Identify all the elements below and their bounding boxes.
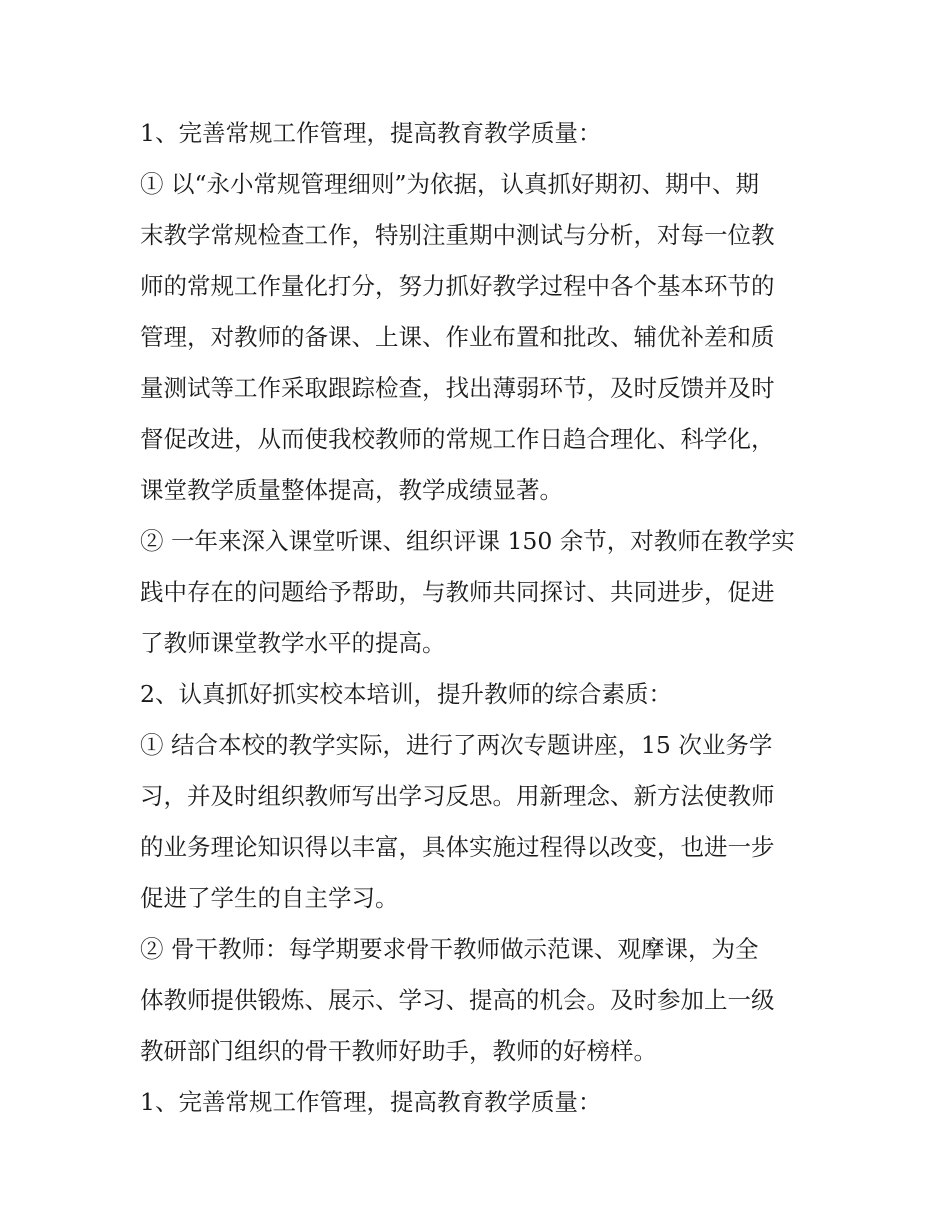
heading-2 [140, 669, 820, 720]
text-line: 践中存在的问题给予帮助，与教师共同探讨、共同进步，促进 [140, 578, 775, 606]
text-line: 教研部门组织的骨干教师好助手，教师的好榜样。 [140, 1037, 657, 1065]
document-body [140, 108, 820, 1128]
text-line: 促进了学生的自主学习。 [140, 884, 399, 912]
text-line: ① 以“永小常规管理细则”为依据，认真抓好期初、期中、期 [140, 170, 759, 198]
text-line: 量测试等工作采取跟踪检查，找出薄弱环节，及时反馈并及时 [140, 374, 775, 402]
text-line: 了教师课堂教学水平的提高。 [140, 629, 446, 657]
text-line: 习，并及时组织教师写出学习反思。用新理念、新方法使教师 [140, 782, 775, 810]
text-line: 1、完善常规工作管理，提高教育教学质量： [140, 119, 602, 147]
paragraph-1-2 [140, 516, 820, 669]
heading-3 [140, 1077, 820, 1128]
text-line: ① 结合本校的教学实际，进行了两次专题讲座，15 次业务学 [140, 731, 773, 759]
text-line: 督促改进，从而使我校教师的常规工作日趋合理化、科学化， [140, 425, 775, 453]
text-line: ② 骨干教师：每学期要求骨干教师做示范课、观摩课，为全 [140, 935, 759, 963]
text-line: 末教学常规检查工作，特别注重期中测试与分析，对每一位教 [140, 221, 775, 249]
heading-1 [140, 108, 820, 159]
text-line: ② 一年来深入课堂听课、组织评课 150 余节，对教师在教学实 [140, 527, 795, 555]
paragraph-2-1 [140, 720, 820, 924]
paragraph-1-1 [140, 159, 820, 516]
text-line: 的业务理论知识得以丰富，具体实施过程得以改变，也进一步 [140, 833, 775, 861]
paragraph-2-2 [140, 924, 820, 1077]
text-line: 体教师提供锻炼、展示、学习、提高的机会。及时参加上一级 [140, 986, 775, 1014]
text-line: 课堂教学质量整体提高，教学成绩显著。 [140, 476, 563, 504]
text-line: 2、认真抓好抓实校本培训，提升教师的综合素质： [140, 680, 672, 708]
text-line: 管理，对教师的备课、上课、作业布置和批改、辅优补差和质 [140, 323, 775, 351]
text-line: 1、完善常规工作管理，提高教育教学质量： [140, 1088, 602, 1116]
text-line: 师的常规工作量化打分，努力抓好教学过程中各个基本环节的 [140, 272, 775, 300]
